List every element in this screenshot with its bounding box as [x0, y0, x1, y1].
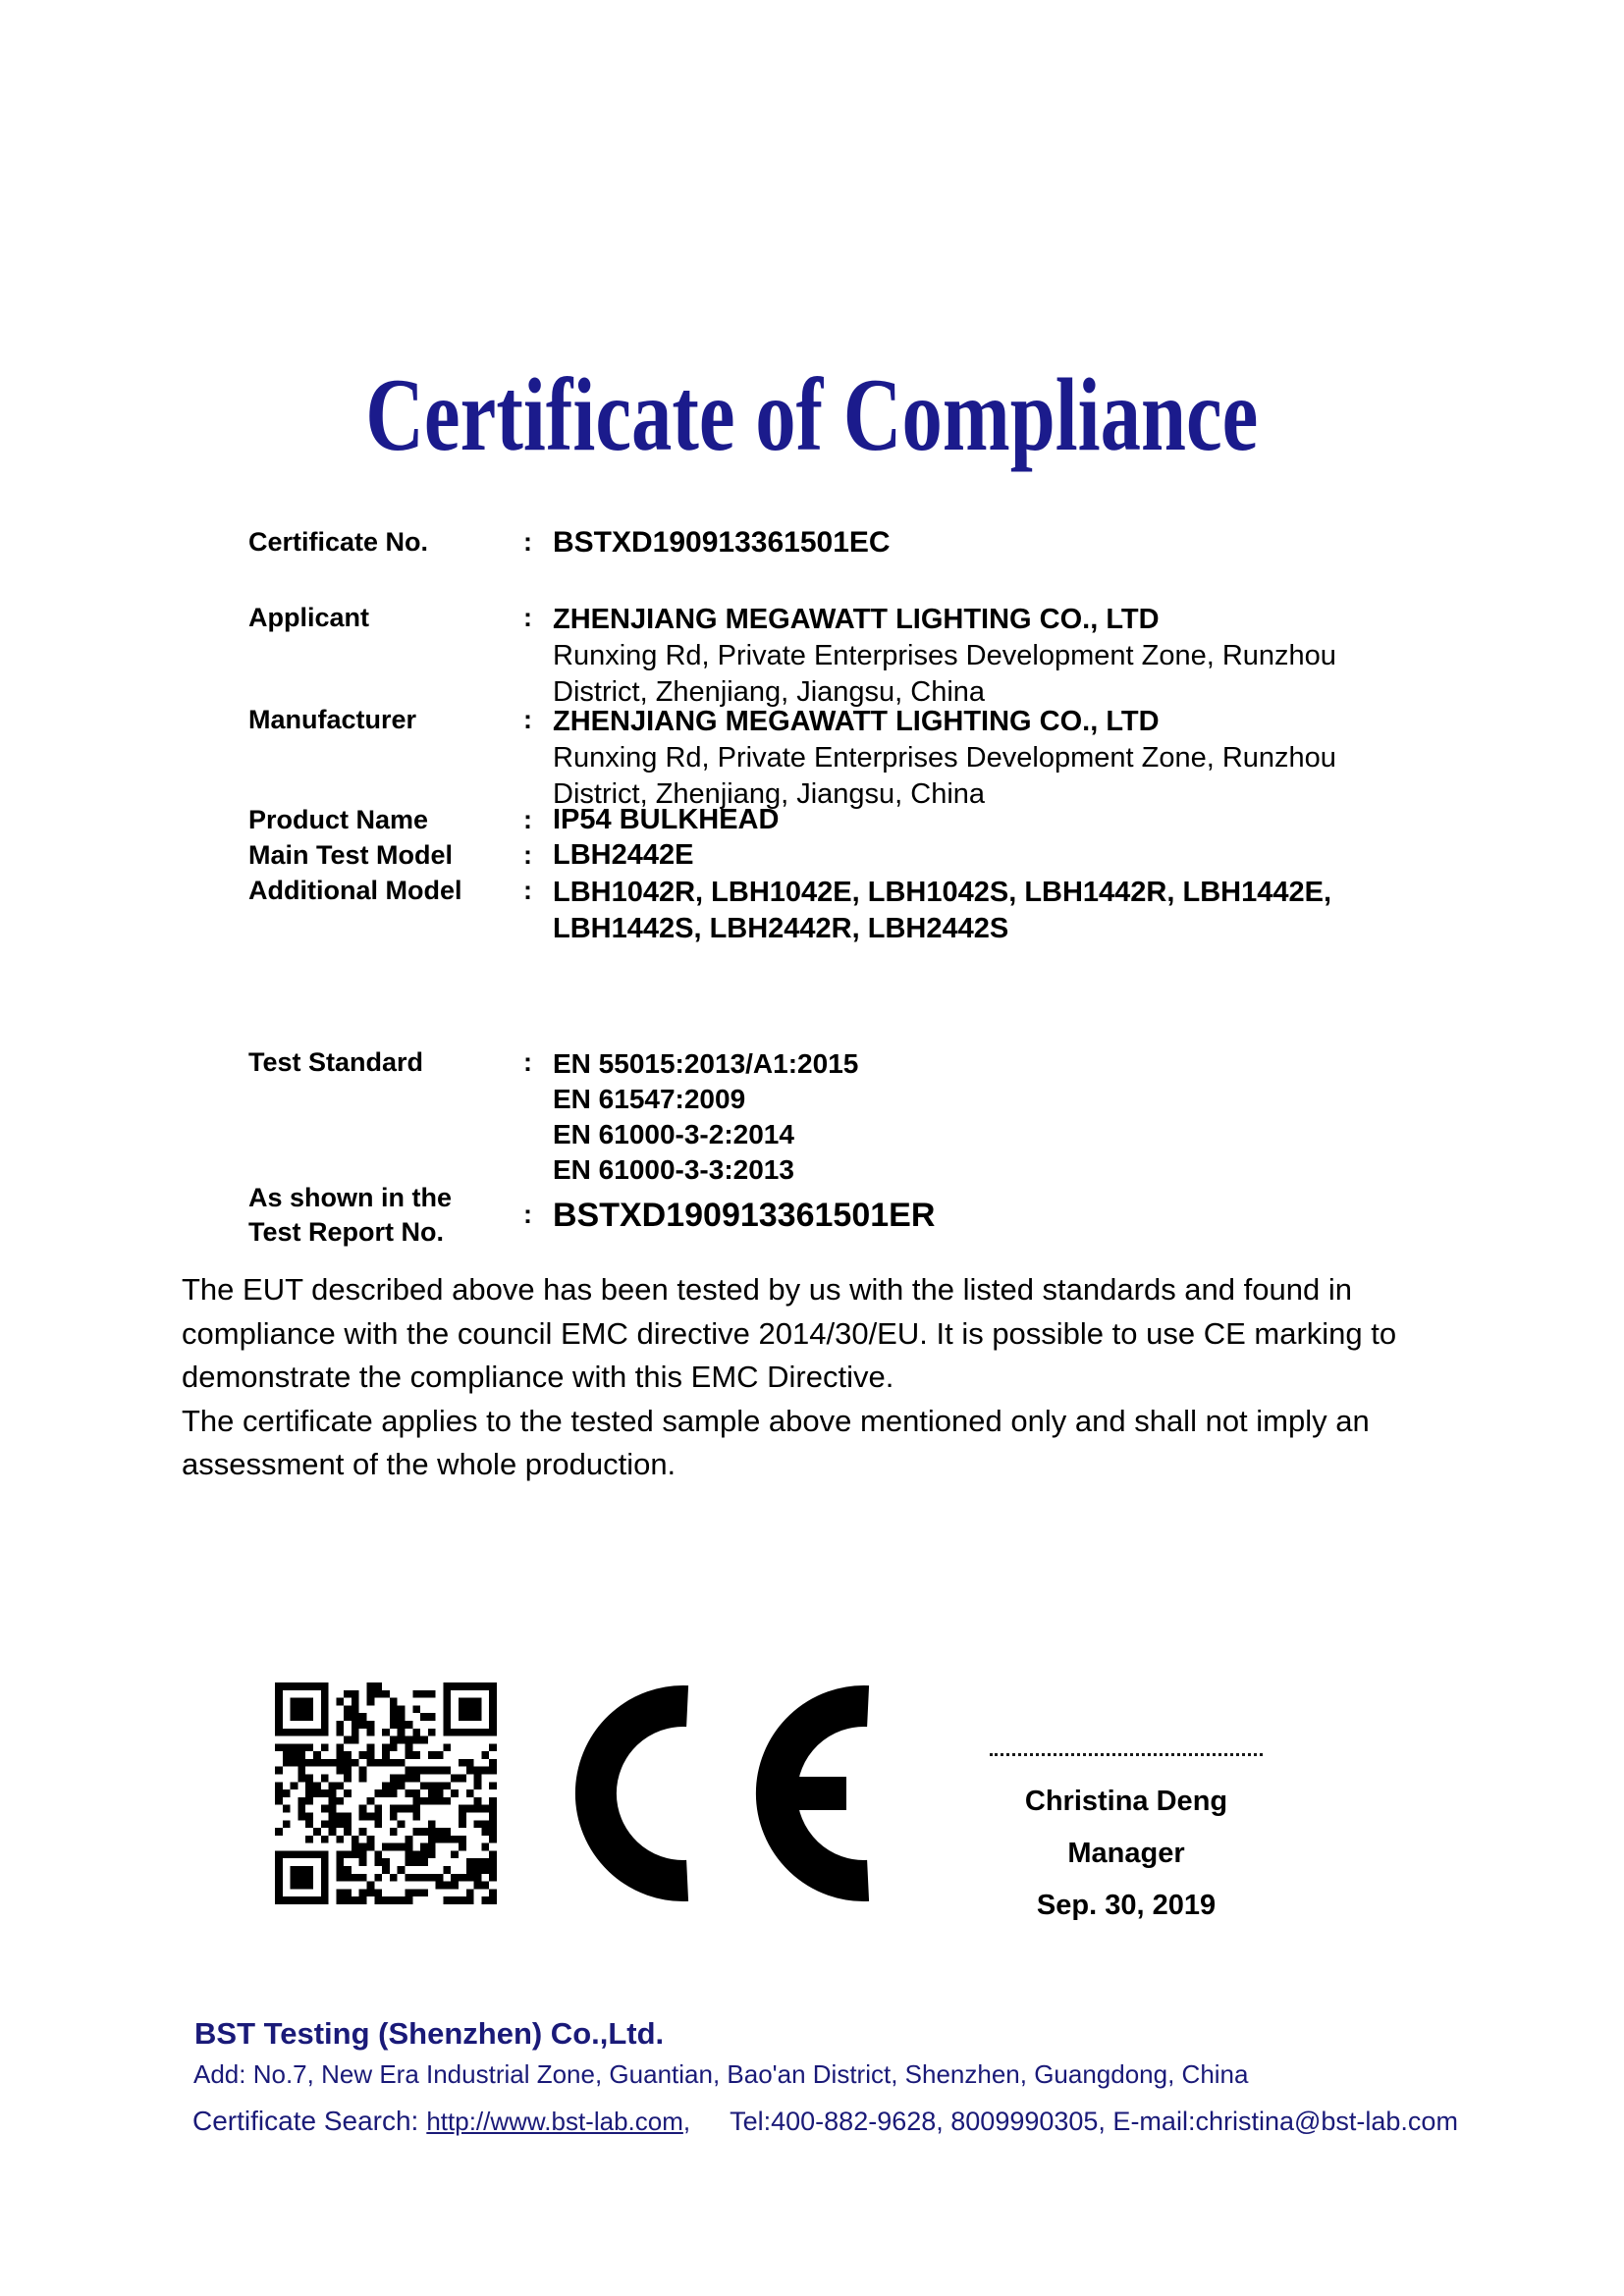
certificate-search-label: Certificate Search:: [192, 2106, 419, 2136]
applicant-label: Applicant: [248, 603, 370, 632]
colon: :: [523, 603, 532, 632]
row-test-report-no: [248, 1181, 935, 1250]
manufacturer-address-line1: Runxing Rd, Private Enterprises Development Zone, Runzhou: [553, 742, 1336, 774]
row-certificate-no: [248, 526, 891, 559]
test-report-value: BSTXD190913361501ER: [553, 1197, 936, 1234]
certificate-search-link[interactable]: http://www.bst-lab.com: [426, 2107, 683, 2136]
applicant-address-line2: District, Zhenjiang, Jiangsu, China: [553, 676, 986, 708]
footer-contact-line: [192, 2104, 1458, 2139]
row-manufacturer: [248, 704, 1336, 813]
colon: :: [523, 840, 532, 870]
page-title: [0, 358, 1624, 473]
test-standard-item: EN 55015:2013/A1:2015: [553, 1048, 859, 1079]
colon: :: [523, 1200, 532, 1229]
statement-text: [182, 1268, 1427, 1487]
colon: :: [523, 705, 532, 734]
ce-mark-icon: [574, 1684, 871, 1902]
colon: :: [523, 527, 532, 557]
test-standard-item: EN 61000-3-3:2013: [553, 1154, 794, 1185]
qr-code: [275, 1681, 497, 1906]
applicant-company: ZHENJIANG MEGAWATT LIGHTING CO., LTD: [553, 604, 1160, 635]
product-name-value: IP54 BULKHEAD: [553, 804, 780, 835]
test-report-label-line1: As shown in the: [248, 1183, 453, 1212]
applicant-address-line1: Runxing Rd, Private Enterprises Development Zone, Runzhou: [553, 640, 1336, 671]
additional-model-line1: LBH1042R, LBH1042E, LBH1042S, LBH1442R, LBH1442E,: [553, 877, 1331, 908]
statement-paragraph-1: The EUT described above has been tested by us with the listed standards and found in compliance with the council EMC directive 2014/30/EU. It is possible to use CE marking to demonstrate the compliance with this EMC Directive.: [182, 1272, 1397, 1394]
row-test-standard: [248, 1046, 858, 1188]
signatory-name: Christina Deng: [1024, 1786, 1228, 1817]
signature-date: Sep. 30, 2019: [1036, 1890, 1217, 1921]
certificate-no-value: BSTXD190913361501EC: [553, 526, 891, 559]
product-name-label: Product Name: [248, 805, 429, 834]
additional-model-value: [553, 875, 1331, 947]
signature-dotted-line: [990, 1753, 1263, 1756]
row-applicant: [248, 602, 1336, 711]
main-test-model-label: Main Test Model: [248, 840, 454, 870]
row-additional-model: [248, 875, 1331, 947]
test-report-label-line2: Test Report No.: [248, 1217, 445, 1247]
signatory-title: Manager: [1067, 1838, 1185, 1869]
certificate-no-label: Certificate No.: [248, 527, 429, 557]
colon: :: [523, 805, 532, 834]
issuer-address: Add: No.7, New Era Industrial Zone, Guantian, Bao'an District, Shenzhen, Guangdong, China: [193, 2059, 1249, 2089]
main-test-model-value: LBH2442E: [553, 839, 694, 871]
signature-block: [984, 1776, 1269, 1932]
comma: ,: [682, 2107, 691, 2136]
manufacturer-address-line2: District, Zhenjiang, Jiangsu, China: [553, 778, 986, 810]
issuer-company-name: BST Testing (Shenzhen) Co.,Ltd.: [194, 2016, 665, 2051]
additional-model-label: Additional Model: [248, 876, 462, 905]
colon: :: [523, 1047, 532, 1077]
additional-model-line2: LBH1442S, LBH2442R, LBH2442S: [553, 913, 1009, 944]
test-standard-value: [553, 1046, 858, 1188]
contact-info: Tel:400-882-9628, 8009990305, E-mail:christina@bst-lab.com: [730, 2107, 1458, 2136]
test-standard-label: Test Standard: [248, 1047, 424, 1077]
manufacturer-company: ZHENJIANG MEGAWATT LIGHTING CO., LTD: [553, 706, 1160, 737]
row-product-name: [248, 804, 779, 836]
row-main-test-model: [248, 839, 693, 872]
test-standard-item: EN 61547:2009: [553, 1084, 746, 1114]
manufacturer-label: Manufacturer: [248, 705, 417, 734]
manufacturer-value: [553, 704, 1336, 813]
applicant-value: [553, 602, 1336, 711]
page-title-text: Certificate of Compliance: [365, 357, 1259, 472]
test-standard-item: EN 61000-3-2:2014: [553, 1119, 794, 1149]
statement-paragraph-2: The certificate applies to the tested sample above mentioned only and shall not imply an assessment of the whole production.: [182, 1403, 1370, 1481]
test-report-label: [248, 1181, 523, 1250]
colon: :: [523, 876, 532, 905]
